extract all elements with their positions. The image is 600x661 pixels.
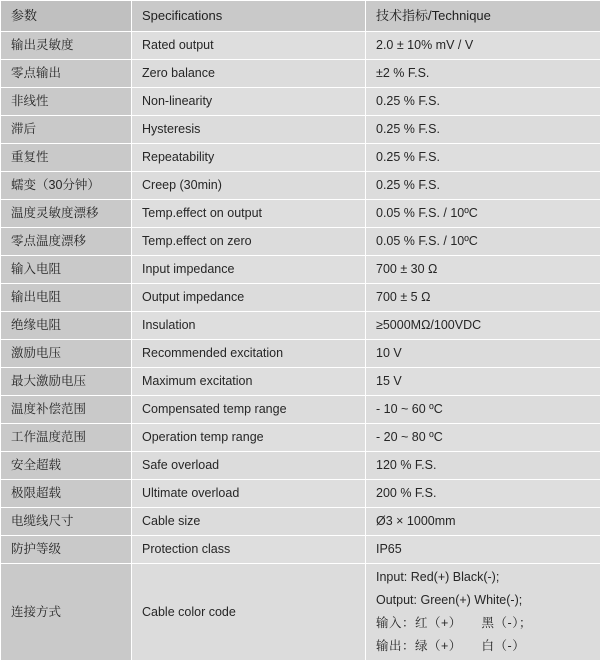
- row-technique: 0.25 % F.S.: [366, 116, 600, 144]
- row-technique: Ø3 × 1000mm: [366, 508, 600, 536]
- row-specification: Maximum excitation: [132, 368, 366, 396]
- row-technique: 15 V: [366, 368, 600, 396]
- row-specification: Ultimate overload: [132, 480, 366, 508]
- row-parameter: 最大激励电压: [1, 368, 132, 396]
- row-technique: 0.25 % F.S.: [366, 88, 600, 116]
- row-parameter: 输出电阻: [1, 284, 132, 312]
- row-specification: Cable color code: [132, 564, 366, 661]
- row-technique: ±2 % F.S.: [366, 60, 600, 88]
- row-specification: Zero balance: [132, 60, 366, 88]
- table-row: [1, 368, 600, 396]
- row-specification: Operation temp range: [132, 424, 366, 452]
- row-parameter: 温度灵敏度漂移: [1, 200, 132, 228]
- table-row: [1, 536, 600, 564]
- row-parameter: 极限超载: [1, 480, 132, 508]
- table-row: [1, 480, 600, 508]
- row-specification: Input impedance: [132, 256, 366, 284]
- table-row: [1, 144, 600, 172]
- table-row: [1, 284, 600, 312]
- row-specification: Cable size: [132, 508, 366, 536]
- row-technique: IP65: [366, 536, 600, 564]
- row-technique: 2.0 ± 10% mV / V: [366, 32, 600, 60]
- row-technique: - 20 ~ 80 ºC: [366, 424, 600, 452]
- table-row: [1, 116, 600, 144]
- row-parameter: 电缆线尺寸: [1, 508, 132, 536]
- row-specification: Compensated temp range: [132, 396, 366, 424]
- table-row: [1, 228, 600, 256]
- table-row: [1, 508, 600, 536]
- table-row-cable-color-code: [1, 564, 600, 661]
- row-technique: 0.25 % F.S.: [366, 172, 600, 200]
- row-parameter: 温度补偿范围: [1, 396, 132, 424]
- row-specification: Rated output: [132, 32, 366, 60]
- row-parameter: 滞后: [1, 116, 132, 144]
- column-header-technique: 技术指标/Technique: [366, 1, 600, 32]
- row-technique: 10 V: [366, 340, 600, 368]
- row-specification: Repeatability: [132, 144, 366, 172]
- row-parameter: 连接方式: [1, 564, 132, 661]
- row-parameter: 工作温度范围: [1, 424, 132, 452]
- row-specification: Temp.effect on zero: [132, 228, 366, 256]
- row-technique: - 10 ~ 60 ºC: [366, 396, 600, 424]
- column-header-parameter: 参数: [1, 1, 132, 32]
- row-specification: Output impedance: [132, 284, 366, 312]
- table-row: [1, 32, 600, 60]
- row-specification: Insulation: [132, 312, 366, 340]
- column-header-specifications: Specifications: [132, 1, 366, 32]
- row-parameter: 防护等级: [1, 536, 132, 564]
- row-technique: 700 ± 30 Ω: [366, 256, 600, 284]
- table-row: [1, 452, 600, 480]
- cable-color-line-output-en: Output: Green(+) White(-);: [376, 592, 523, 607]
- row-parameter: 蠕变（30分钟）: [1, 172, 132, 200]
- row-technique: 0.05 % F.S. / 10ºC: [366, 228, 600, 256]
- table-row: [1, 312, 600, 340]
- row-parameter: 重复性: [1, 144, 132, 172]
- table-row: [1, 88, 600, 116]
- row-technique: ≥5000MΩ/100VDC: [366, 312, 600, 340]
- table-row: [1, 172, 600, 200]
- cable-color-line-input-en: Input: Red(+) Black(-);: [376, 569, 500, 584]
- row-parameter: 非线性: [1, 88, 132, 116]
- row-technique: 200 % F.S.: [366, 480, 600, 508]
- row-parameter: 零点温度漂移: [1, 228, 132, 256]
- row-technique: 0.25 % F.S.: [366, 144, 600, 172]
- row-specification: Protection class: [132, 536, 366, 564]
- row-specification: Safe overload: [132, 452, 366, 480]
- table-header: [1, 1, 600, 32]
- row-technique: 700 ± 5 Ω: [366, 284, 600, 312]
- row-parameter: 绝缘电阻: [1, 312, 132, 340]
- row-technique: 0.05 % F.S. / 10ºC: [366, 200, 600, 228]
- row-technique-multiline: [366, 564, 600, 661]
- row-parameter: 输入电阻: [1, 256, 132, 284]
- row-parameter: 激励电压: [1, 340, 132, 368]
- table-row: [1, 340, 600, 368]
- row-specification: Hysteresis: [132, 116, 366, 144]
- table-row: [1, 60, 600, 88]
- table-body: [1, 32, 600, 661]
- row-specification: Creep (30min): [132, 172, 366, 200]
- row-specification: Temp.effect on output: [132, 200, 366, 228]
- table-row: [1, 396, 600, 424]
- table-row: [1, 256, 600, 284]
- row-specification: Non-linearity: [132, 88, 366, 116]
- row-parameter: 零点输出: [1, 60, 132, 88]
- table-header-row: [1, 1, 600, 32]
- table-row: [1, 200, 600, 228]
- table-row: [1, 424, 600, 452]
- cable-color-line-input-cn: 输入：红（+） 黑（-）；: [376, 616, 532, 630]
- row-parameter: 输出灵敏度: [1, 32, 132, 60]
- row-specification: Recommended excitation: [132, 340, 366, 368]
- cable-color-line-output-cn: 输出：绿（+） 白（-）: [376, 639, 526, 654]
- row-technique: 120 % F.S.: [366, 452, 600, 480]
- row-parameter: 安全超载: [1, 452, 132, 480]
